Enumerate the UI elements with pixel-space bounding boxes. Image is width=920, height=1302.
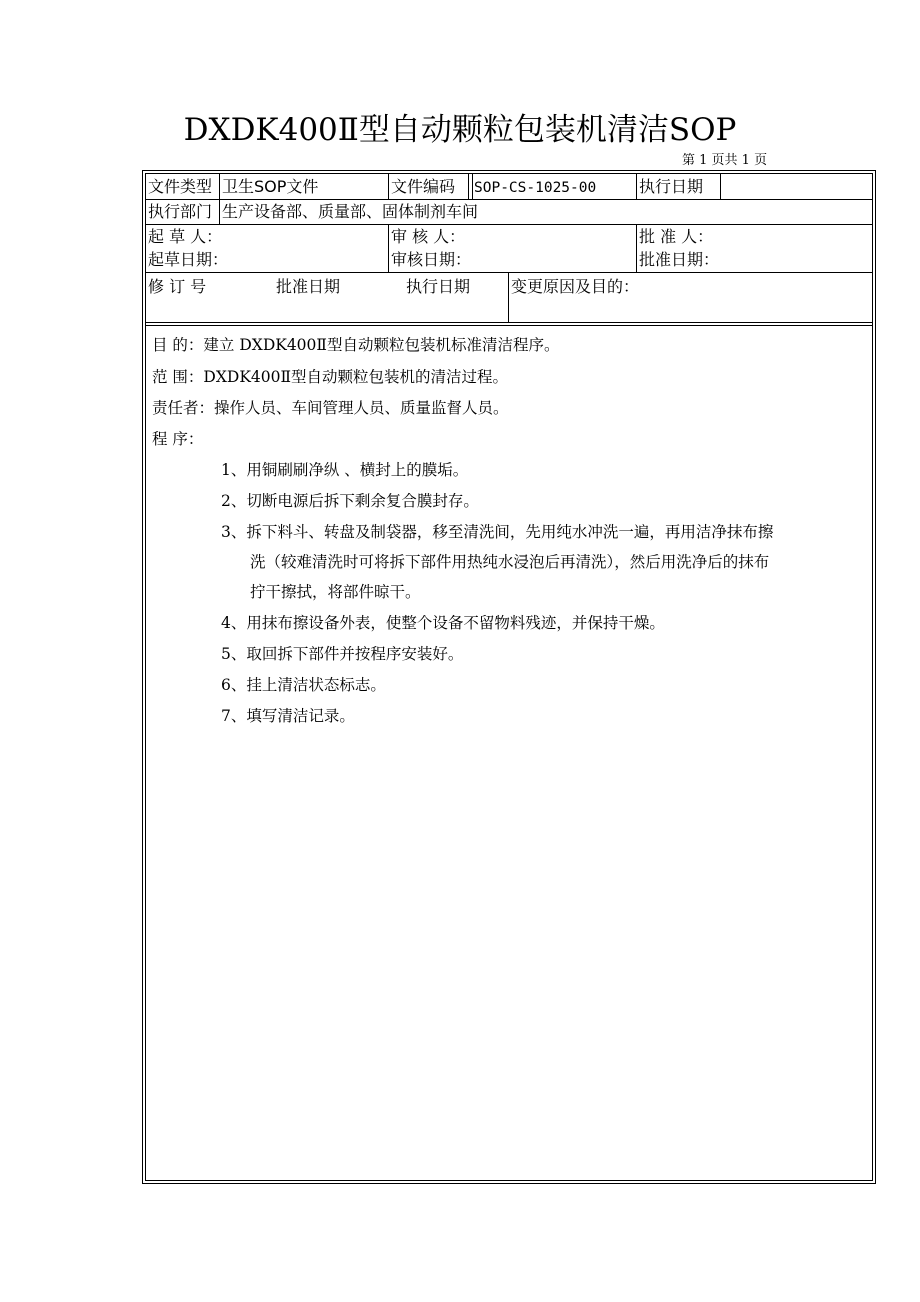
procedure-step: 3、拆下料斗、转盘及制袋器，移至清洗间，先用纯水冲洗一遍，再用洁净抹布擦 [221,523,774,541]
col-divider [219,174,220,199]
dept-value: 生产设备部、质量部、固体制剂车间 [222,202,479,221]
procedure-step-continued: 洗（较难清洗时可将拆下部件用热纯水浸泡后再清洗），然后用洗净后的抹布 [250,553,770,571]
col-divider [636,174,637,199]
responsible-line: 责任者：操作人员、车间管理人员、质量监督人员。 [152,399,509,417]
col-divider [636,224,637,272]
doc-code-value: SOP-CS-1025-00 [474,180,597,196]
exec-date-label: 执行日期 [639,177,704,196]
dept-label: 执行部门 [148,202,213,221]
col-divider [219,199,220,224]
rev-exec-date-label: 执行日期 [406,277,471,296]
row-divider [146,199,872,200]
procedure-step: 5、取回拆下部件并按程序安装好。 [221,645,464,663]
procedure-label: 程 序： [152,430,204,448]
change-reason-label: 变更原因及目的： [511,277,640,296]
drafter-label: 起 草 人： [148,227,223,246]
procedure-step: 6、挂上清洁状态标志。 [221,676,386,694]
form-table [145,173,873,1181]
approve-date-label: 批准日期： [639,250,720,269]
row-divider [146,272,872,273]
procedure-step-continued: 拧干擦拭，将部件晾干。 [250,583,421,601]
document-frame [142,170,876,1184]
doc-type-value: 卫生SOP文件 [222,177,319,196]
col-divider [468,174,469,199]
scope-line: 范 围：DXDK400Ⅱ型自动颗粒包装机的清洁过程。 [152,368,509,386]
col-divider [508,272,509,322]
purpose-line: 目 的：建立 DXDK400Ⅱ型自动颗粒包装机标准清洁程序。 [152,336,560,354]
col-divider [388,224,389,272]
procedure-step: 4、用抹布擦设备外表，使整个设备不留物料残迹，并保持干燥。 [221,614,665,632]
procedure-step: 2、切断电源后拆下剩余复合膜封存。 [221,492,479,510]
col-divider [720,174,721,199]
row-divider [146,224,872,225]
doc-type-label: 文件类型 [148,177,213,196]
document-title: DXDK400Ⅱ型自动颗粒包装机清洁SOP [183,112,737,148]
procedure-step: 1、用铜刷刷净纵 、横封上的膜垢。 [221,461,469,479]
col-divider [388,174,389,199]
col-divider [472,174,473,199]
rev-no-label: 修 订 号 [148,277,207,296]
row-divider [146,325,872,326]
review-date-label: 审核日期： [391,250,472,269]
draft-date-label: 起草日期： [148,250,229,269]
row-divider [146,322,872,323]
doc-code-label: 文件编码 [391,177,456,196]
rev-approve-date-label: 批准日期 [276,277,341,296]
procedure-step: 7、填写清洁记录。 [221,707,355,725]
approver-label: 批 准 人： [639,227,714,246]
reviewer-label: 审 核 人： [391,227,466,246]
page-info: 第 1 页共 1 页 [682,153,768,168]
